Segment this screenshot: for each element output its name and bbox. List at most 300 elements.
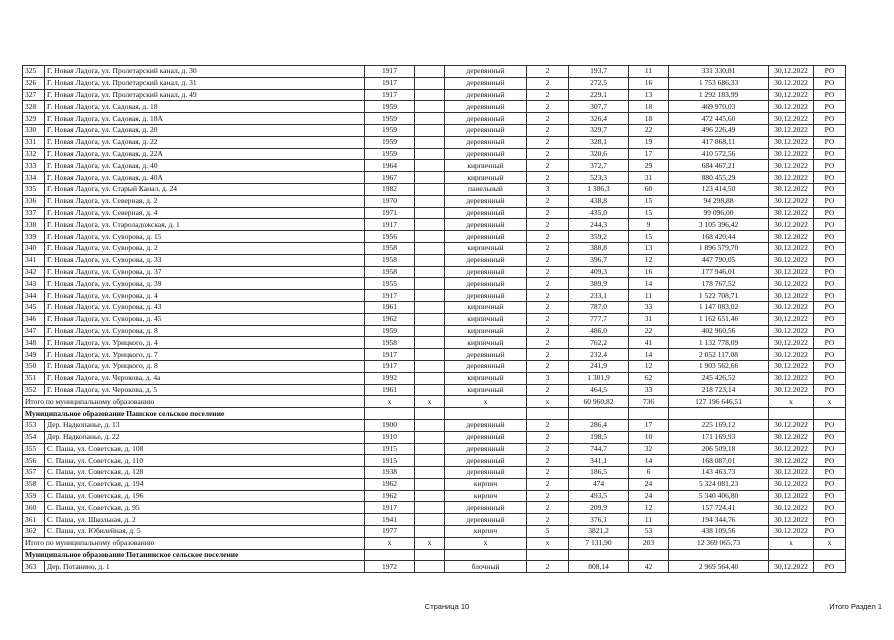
table-row (23, 195, 846, 207)
table-cell (415, 101, 445, 113)
table-cell: 30.12.2022 (769, 360, 814, 372)
table-cell: Г. Новая Ладога, ул. Суворова, д. 43 (45, 301, 365, 313)
table-cell: 14 (629, 349, 669, 361)
table-cell (415, 419, 445, 431)
table-cell: 2 (527, 172, 569, 184)
table-row (23, 526, 846, 538)
table-row (23, 231, 846, 243)
table-row (23, 124, 846, 136)
table-cell: 1959 (365, 325, 415, 337)
table-cell (415, 443, 445, 455)
table-cell: 493,5 (569, 490, 629, 502)
table-cell: 1959 (365, 136, 415, 148)
table-cell: 744,7 (569, 443, 629, 455)
table-cell: 327 (23, 89, 45, 101)
total-cell: х (769, 396, 814, 408)
table-cell: 30.12.2022 (769, 490, 814, 502)
table-cell: 15 (629, 207, 669, 219)
table-cell: РО (814, 219, 846, 231)
table-cell (415, 514, 445, 526)
total-row (23, 537, 846, 549)
empty-cell (527, 549, 569, 561)
table-cell: деревянный (445, 349, 527, 361)
table-cell (415, 372, 445, 384)
table-cell: 18 (629, 113, 669, 125)
table-cell: Г. Новая Ладога, ул. Урицкого, д. 8 (45, 360, 365, 372)
table-cell: 359,2 (569, 231, 629, 243)
table-cell: 684 467,21 (669, 160, 769, 172)
table-cell: 343 (23, 278, 45, 290)
empty-cell (365, 408, 415, 420)
table-cell: 53 (629, 526, 669, 538)
table-cell: 14 (629, 455, 669, 467)
table-cell: 2 (527, 254, 569, 266)
table-cell (415, 219, 445, 231)
table-cell: блочный (445, 561, 527, 573)
table-cell: 30.12.2022 (769, 455, 814, 467)
total-row (23, 396, 846, 408)
table-cell: 333 (23, 160, 45, 172)
table-cell: 143 463,73 (669, 467, 769, 479)
total-cell: х (769, 537, 814, 549)
table-cell: РО (814, 514, 846, 526)
table-cell (415, 242, 445, 254)
table-cell: 2 (527, 219, 569, 231)
table-cell: 348 (23, 337, 45, 349)
table-cell: Г. Новая Ладога, ул. Северная, д. 4 (45, 207, 365, 219)
table-cell: 388,8 (569, 242, 629, 254)
table-cell: 30.12.2022 (769, 467, 814, 479)
table-cell: 41 (629, 337, 669, 349)
empty-cell (769, 408, 814, 420)
table-cell: 344 (23, 290, 45, 302)
table-row (23, 478, 846, 490)
table-cell: 99 096,00 (669, 207, 769, 219)
table-cell: 245 426,52 (669, 372, 769, 384)
table-cell: 3821,2 (569, 526, 629, 538)
table-cell: 2 (527, 349, 569, 361)
table-cell: 1 896 579,70 (669, 242, 769, 254)
table-cell: 241,9 (569, 360, 629, 372)
table-cell: 469 970,03 (669, 101, 769, 113)
empty-cell (527, 408, 569, 420)
table-cell: 233,1 (569, 290, 629, 302)
table-cell: 30.12.2022 (769, 431, 814, 443)
table-cell: 2 (527, 384, 569, 396)
table-cell: деревянный (445, 207, 527, 219)
table-cell (415, 172, 445, 184)
table-cell: 346 (23, 313, 45, 325)
table-cell: 1917 (365, 360, 415, 372)
table-cell: 340 (23, 242, 45, 254)
table-cell: 31 (629, 313, 669, 325)
table-cell: РО (814, 360, 846, 372)
table-cell: 12 (629, 254, 669, 266)
total-cell: х (445, 396, 527, 408)
table-cell: Г. Новая Ладога, ул. Суворова, д. 45 (45, 313, 365, 325)
table-cell: 345 (23, 301, 45, 313)
table-cell: 3 105 396,42 (669, 219, 769, 231)
table-cell: деревянный (445, 360, 527, 372)
table-cell: 30.12.2022 (769, 290, 814, 302)
total-cell: 12 369 065,73 (669, 537, 769, 549)
table-cell: 472 445,60 (669, 113, 769, 125)
table-cell: 331 330,81 (669, 66, 769, 78)
table-row (23, 502, 846, 514)
table-cell: деревянный (445, 266, 527, 278)
table-cell: 337 (23, 207, 45, 219)
table-cell: кирпич (445, 478, 527, 490)
table-cell: 360 (23, 502, 45, 514)
table-cell: РО (814, 561, 846, 573)
table-cell: 2 (527, 77, 569, 89)
table-cell: 1917 (365, 89, 415, 101)
table-row (23, 148, 846, 160)
table-cell: 1967 (365, 172, 415, 184)
table-cell: 2 (527, 231, 569, 243)
table-cell: 30.12.2022 (769, 219, 814, 231)
table-cell: 402 960,56 (669, 325, 769, 337)
table-cell: 10 (629, 431, 669, 443)
total-cell: х (814, 396, 846, 408)
table-cell: 409,3 (569, 266, 629, 278)
table-cell: 1992 (365, 372, 415, 384)
table-cell: 1971 (365, 207, 415, 219)
table-cell: 325 (23, 66, 45, 78)
table-row (23, 514, 846, 526)
table-cell: 1900 (365, 419, 415, 431)
table-cell: деревянный (445, 66, 527, 78)
table-cell: 331 (23, 136, 45, 148)
table-cell: Г. Новая Ладога, ул. Пролетарский канал, д. 49 (45, 89, 365, 101)
table-cell: 2 (527, 443, 569, 455)
table-cell: 1956 (365, 231, 415, 243)
table-cell: 30.12.2022 (769, 124, 814, 136)
table-cell: С. Паша, ул. Школьная, д. 2 (45, 514, 365, 526)
table-cell: 2 (527, 514, 569, 526)
table-cell: 30.12.2022 (769, 278, 814, 290)
table-cell: 1938 (365, 467, 415, 479)
section-total-label: Итого Раздел 1 (829, 602, 882, 611)
empty-cell (814, 549, 846, 561)
empty-cell (669, 549, 769, 561)
table-cell: 14 (629, 278, 669, 290)
table-cell: РО (814, 172, 846, 184)
table-cell: 31 (629, 172, 669, 184)
table-cell: 2 (527, 478, 569, 490)
table-cell: РО (814, 431, 846, 443)
table-cell: 2 (527, 337, 569, 349)
table-row (23, 561, 846, 573)
table-cell: Дер. Потанино, д. 1 (45, 561, 365, 573)
table-body (23, 66, 846, 573)
section-title: Муниципальное образование Пашское сельское поселение (23, 408, 365, 420)
table-cell: Г. Новая Ладога, ул. Пролетарский канал, д. 30 (45, 66, 365, 78)
table-cell: 332 (23, 148, 45, 160)
table-cell: 30.12.2022 (769, 113, 814, 125)
table-cell: 30.12.2022 (769, 183, 814, 195)
table-row (23, 337, 846, 349)
table-cell: деревянный (445, 290, 527, 302)
table-cell: 30.12.2022 (769, 66, 814, 78)
table-cell: 1 292 183,99 (669, 89, 769, 101)
empty-cell (629, 549, 669, 561)
table-cell: 1 522 708,71 (669, 290, 769, 302)
table-row (23, 183, 846, 195)
table-cell (415, 66, 445, 78)
table-cell: 30.12.2022 (769, 384, 814, 396)
table-cell: РО (814, 455, 846, 467)
table-cell: 1972 (365, 561, 415, 573)
table-cell: кирпичный (445, 384, 527, 396)
table-cell: 808,14 (569, 561, 629, 573)
table-cell: 389,9 (569, 278, 629, 290)
table-cell: РО (814, 207, 846, 219)
table-cell: 1 753 686,33 (669, 77, 769, 89)
table-cell: 2 (527, 148, 569, 160)
table-cell: 1917 (365, 66, 415, 78)
table-cell: 2 (527, 455, 569, 467)
total-cell: х (415, 396, 445, 408)
table-cell: 94 298,88 (669, 195, 769, 207)
table-cell: 33 (629, 301, 669, 313)
table-cell: 361 (23, 514, 45, 526)
table-cell: Г. Новая Ладога, ул. Старый Канал, д. 24 (45, 183, 365, 195)
table-cell: 157 724,41 (669, 502, 769, 514)
table-cell (415, 231, 445, 243)
table-cell: 244,3 (569, 219, 629, 231)
table-cell: 363 (23, 561, 45, 573)
total-cell: 203 (629, 537, 669, 549)
table-cell (415, 136, 445, 148)
table-cell: 19 (629, 136, 669, 148)
table-cell: деревянный (445, 278, 527, 290)
table-cell: 338 (23, 219, 45, 231)
table-cell: 30.12.2022 (769, 160, 814, 172)
table-cell: 24 (629, 478, 669, 490)
table-cell (415, 77, 445, 89)
table-cell: 30.12.2022 (769, 231, 814, 243)
table-cell: Г. Новая Ладога, ул. Садовая, д. 40 (45, 160, 365, 172)
table-cell: 12 (629, 360, 669, 372)
table-cell: 362 (23, 526, 45, 538)
table-cell: 30.12.2022 (769, 478, 814, 490)
table-cell: деревянный (445, 431, 527, 443)
table-cell: 2 (527, 195, 569, 207)
table-cell: 435,0 (569, 207, 629, 219)
table-cell: 225 169,12 (669, 419, 769, 431)
table-cell: 30.12.2022 (769, 313, 814, 325)
table-cell: 1917 (365, 77, 415, 89)
table-cell: РО (814, 113, 846, 125)
table-cell: 16 (629, 266, 669, 278)
table-cell: 30.12.2022 (769, 148, 814, 160)
table-cell: деревянный (445, 195, 527, 207)
table-cell: 13 (629, 89, 669, 101)
table-cell: 2 (527, 207, 569, 219)
total-cell: 127 196 646,51 (669, 396, 769, 408)
table-cell: 232,4 (569, 349, 629, 361)
table-cell: РО (814, 101, 846, 113)
table-cell: 198,5 (569, 431, 629, 443)
table-cell: 1 132 778,09 (669, 337, 769, 349)
table-cell (415, 526, 445, 538)
table-cell: 1958 (365, 242, 415, 254)
table-cell: 1958 (365, 337, 415, 349)
table-cell: 178 767,52 (669, 278, 769, 290)
table-cell: 30.12.2022 (769, 266, 814, 278)
table-cell (415, 301, 445, 313)
table-cell: деревянный (445, 514, 527, 526)
table-cell (415, 455, 445, 467)
table-cell (415, 278, 445, 290)
table-cell: С. Паша, ул. Советская, д. 194 (45, 478, 365, 490)
table-cell: 16 (629, 77, 669, 89)
table-cell: РО (814, 266, 846, 278)
table-cell: кирпичный (445, 301, 527, 313)
table-row (23, 66, 846, 78)
empty-cell (445, 549, 527, 561)
table-row (23, 360, 846, 372)
total-cell: 60 960,82 (569, 396, 629, 408)
table-cell: 341 (23, 254, 45, 266)
table-cell: 30.12.2022 (769, 301, 814, 313)
total-cell: 7 131,90 (569, 537, 629, 549)
table-cell: 326 (23, 77, 45, 89)
table-cell: РО (814, 490, 846, 502)
table-cell: 359 (23, 490, 45, 502)
table-cell: 358 (23, 478, 45, 490)
table-row (23, 266, 846, 278)
table-cell: 330 (23, 124, 45, 136)
table-cell: деревянный (445, 455, 527, 467)
table-cell: 2 (527, 301, 569, 313)
table-cell: деревянный (445, 219, 527, 231)
table-cell: 880 455,29 (669, 172, 769, 184)
empty-cell (669, 408, 769, 420)
table-cell: 2 (527, 467, 569, 479)
table-cell (415, 384, 445, 396)
table-cell: РО (814, 242, 846, 254)
empty-cell (415, 408, 445, 420)
total-cell: х (527, 396, 569, 408)
table-row (23, 219, 846, 231)
total-cell: х (445, 537, 527, 549)
total-label: Итого по муниципальному образованию (23, 537, 365, 549)
table-cell: 30.12.2022 (769, 172, 814, 184)
table-row (23, 443, 846, 455)
table-cell: РО (814, 254, 846, 266)
table-cell: 123 414,50 (669, 183, 769, 195)
table-cell: 60 (629, 183, 669, 195)
table-cell (415, 207, 445, 219)
table-cell: РО (814, 467, 846, 479)
table-cell: 328 (23, 101, 45, 113)
table-cell: 32 (629, 443, 669, 455)
table-cell: 171 169,93 (669, 431, 769, 443)
table-cell: 352 (23, 384, 45, 396)
table-cell: 329,7 (569, 124, 629, 136)
table-cell: 30.12.2022 (769, 242, 814, 254)
table-cell: РО (814, 526, 846, 538)
table-cell: РО (814, 231, 846, 243)
table-cell: 30.12.2022 (769, 561, 814, 573)
table-cell: деревянный (445, 419, 527, 431)
table-cell (415, 160, 445, 172)
table-cell: 351 (23, 372, 45, 384)
table-cell: кирпичный (445, 160, 527, 172)
housing-registry-table (22, 65, 846, 573)
empty-cell (569, 408, 629, 420)
table-cell: РО (814, 183, 846, 195)
table-cell: 1910 (365, 431, 415, 443)
table-cell: 218 723,14 (669, 384, 769, 396)
table-cell: 326,4 (569, 113, 629, 125)
table-cell: Г. Новая Ладога, ул. Суворова, д. 37 (45, 266, 365, 278)
table-cell: кирпичный (445, 242, 527, 254)
table-cell (415, 290, 445, 302)
table-cell: 2 (527, 325, 569, 337)
table-cell: 2 (527, 502, 569, 514)
table-cell: 2 (527, 113, 569, 125)
table-row (23, 301, 846, 313)
table-cell: 347 (23, 325, 45, 337)
table-cell: 2 (527, 561, 569, 573)
table-cell: 168 420,44 (669, 231, 769, 243)
table-cell: С. Паша, ул. Советская, д. 128 (45, 467, 365, 479)
table-cell: Г. Новая Ладога, ул. Суворова, д. 15 (45, 231, 365, 243)
table-cell: деревянный (445, 231, 527, 243)
table-cell: РО (814, 478, 846, 490)
table-cell: 486,0 (569, 325, 629, 337)
table-cell: РО (814, 419, 846, 431)
table-cell: 30.12.2022 (769, 136, 814, 148)
table-row (23, 101, 846, 113)
table-cell: деревянный (445, 136, 527, 148)
section-header-row (23, 549, 846, 561)
total-cell: х (527, 537, 569, 549)
table-cell: 410 572,56 (669, 148, 769, 160)
table-cell: 396,7 (569, 254, 629, 266)
table-cell: 1915 (365, 455, 415, 467)
table-cell: 11 (629, 66, 669, 78)
table-cell: РО (814, 325, 846, 337)
table-cell (415, 360, 445, 372)
table-cell: 209,9 (569, 502, 629, 514)
table-row (23, 349, 846, 361)
page-number: Страница 10 (424, 602, 470, 611)
table-cell: 2 (527, 124, 569, 136)
table-cell (415, 183, 445, 195)
table-cell: РО (814, 124, 846, 136)
table-cell (415, 266, 445, 278)
table-row (23, 490, 846, 502)
table-cell: кирпич (445, 526, 527, 538)
table-cell: Г. Новая Ладога, ул. Садовая, д. 20 (45, 124, 365, 136)
table-cell: деревянный (445, 113, 527, 125)
table-cell (415, 113, 445, 125)
table-cell: 17 (629, 419, 669, 431)
table-cell (415, 325, 445, 337)
table-cell (415, 124, 445, 136)
table-cell: 30.12.2022 (769, 443, 814, 455)
table-cell: РО (814, 160, 846, 172)
empty-cell (629, 408, 669, 420)
table-cell: РО (814, 195, 846, 207)
table-cell: 1982 (365, 183, 415, 195)
table-cell: РО (814, 349, 846, 361)
table-cell: 229,1 (569, 89, 629, 101)
